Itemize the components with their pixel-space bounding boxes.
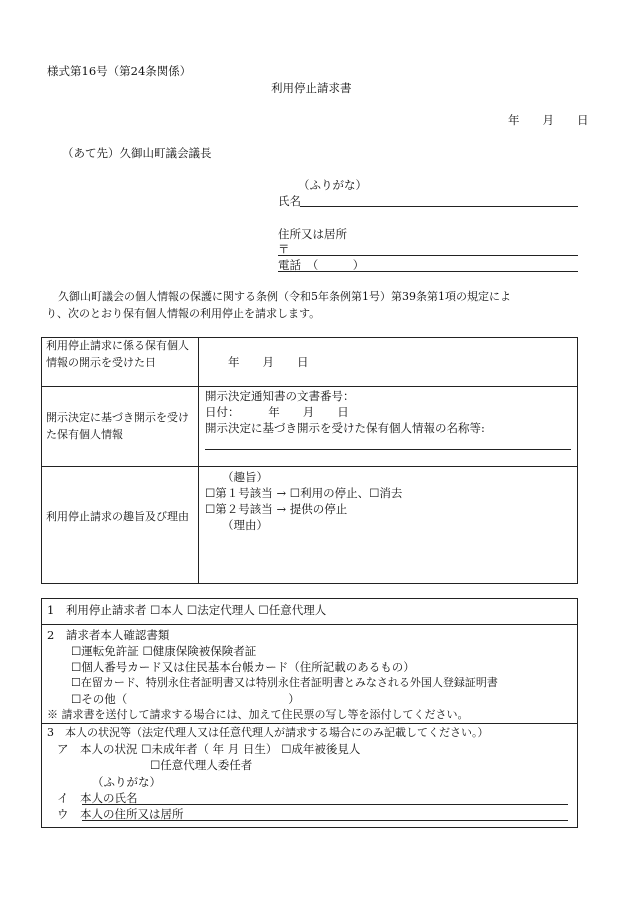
doc-number-label: 開示決定通知書の文書番号： (205, 389, 355, 403)
intro-line-1: 久御山町議会の個人情報の保護に関する条例（令和5年条例第1号）第39条第1項の規定によ (58, 290, 511, 303)
requester-type[interactable]: 1 利用停止請求者 ☐本人 ☐法定代理人 ☐任意代理人 (47, 603, 327, 617)
page-title: 利用停止請求書 (271, 81, 352, 95)
id-document-option-other[interactable]: ☐その他（ ） (71, 692, 300, 706)
form-number: 様式第16号（第24条関係） (47, 64, 192, 78)
purpose-option-1[interactable]: ☐第１号該当 → ☐利用の停止、☐消去 (205, 486, 403, 500)
date-line: 年 月 日 (508, 113, 589, 127)
section-divider-1 (41, 624, 578, 625)
principal-address-field-line[interactable] (82, 820, 568, 821)
disclosure-date-value[interactable]: 年 月 日 (228, 355, 309, 369)
disclosed-info-label: 開示決定に基づき開示を受けた保有個人情報 (46, 411, 189, 441)
id-document-option-3[interactable]: ☐在留カード、特別永住者証明書又は特別永住者証明書とみなされる外国人登録証明書 (71, 676, 498, 689)
row-divider-2 (41, 466, 578, 467)
name-label: 氏名 (278, 194, 301, 208)
principal-name-field-line[interactable] (82, 804, 568, 805)
purpose-reason-label: 利用停止請求の趣旨及び理由 (46, 510, 189, 523)
phone-label: 電話 （ ） (278, 258, 365, 272)
principal-name-label: イ 本人の氏名 (57, 791, 138, 805)
reason-heading: （理由） (222, 518, 268, 532)
disclosed-info-name-label: 開示決定に基づき開示を受けた保有個人情報の名称等: (205, 421, 485, 435)
purpose-option-2[interactable]: ☐第２号該当 → 提供の停止 (205, 502, 348, 516)
phone-field-line[interactable] (278, 271, 578, 272)
id-document-option-1[interactable]: ☐運転免許証 ☐健康保険被保険者証 (71, 644, 257, 658)
request-table (41, 337, 578, 584)
postal-mark: 〒 (278, 242, 290, 256)
id-documents-heading: 2 請求者本人確認書類 (47, 628, 170, 642)
principal-status-options-2[interactable]: ☐任意代理人委任者 (150, 758, 253, 772)
id-document-option-2[interactable]: ☐個人番号カード又は住民基本台帳カード（住所記載のあるもの） (71, 660, 415, 674)
address-label: 住所又は居所 (278, 227, 347, 241)
furigana-label: （ふりがな） (298, 178, 367, 192)
principal-status-options[interactable]: ア 本人の状況 ☐未成年者（ 年 月 日生） ☐成年被後見人 (57, 742, 361, 756)
principal-address-label: ウ 本人の住所又は居所 (57, 807, 184, 821)
row-divider-1 (41, 386, 578, 387)
addressee: （あて先）久御山町議会議長 (62, 146, 212, 160)
section-divider-2 (41, 723, 578, 724)
principal-status-heading: 3 本人の状況等（法定代理人又は任意代理人が請求する場合にのみ記載してください。） (47, 726, 489, 739)
doc-date-label: 日付： 年 月 日 (205, 405, 349, 419)
table-divider (198, 337, 199, 584)
id-document-note: ※ 請求書を送付して請求する場合には、加えて住民票の写し等を添付してください。 (47, 708, 469, 721)
name-field-line[interactable] (300, 206, 578, 207)
address-field-line[interactable] (278, 255, 578, 256)
disclosure-date-label: 利用停止請求に係る保有個人情報の開示を受けた日 (46, 339, 189, 369)
purpose-heading: （趣旨） (222, 470, 268, 484)
intro-line-2: り、次のとおり保有個人情報の利用停止を請求します。 (46, 307, 321, 320)
principal-furigana-label: （ふりがな） (92, 775, 161, 789)
disclosed-info-field-line[interactable] (205, 449, 571, 450)
